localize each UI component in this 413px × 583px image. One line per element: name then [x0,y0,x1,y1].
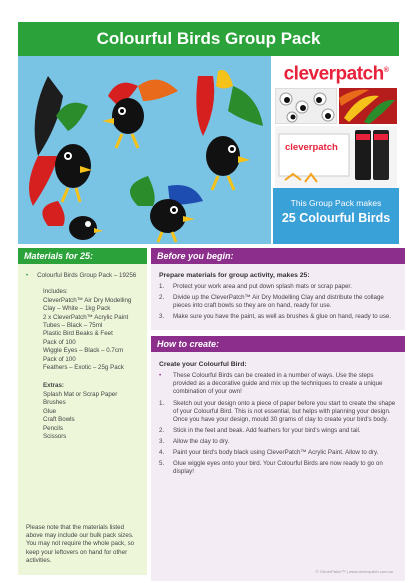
feathers-image [339,88,397,124]
step-number: 1. [159,283,165,290]
makes-badge [273,188,399,244]
wiggle-eyes-image [275,88,337,124]
step-text: Paint your bird's body black using CleverPatch™ Acrylic Paint. Allow to dry. [173,449,379,456]
includes-line: Clay – White – 1kg Pack [43,305,111,313]
product-kit-icon [275,126,397,188]
includes-line: Tubes – Black – 75ml [43,322,103,330]
step-text: Sketch out your design onto a piece of paper before you start to create the shape of your Colourful Bird. This is not essential, but helps with planning your design. Once you have your design, mould 30 grams of clay to create your bird's body. [173,400,396,423]
materials-panel [18,248,147,575]
kit-box-label: cleverpatch [285,142,338,153]
howto-intro: These Colourful Birds can be created in a number of ways. Use the steps provided as a decorative guide and mix up the techniques to create a unique combination of your own! [173,372,383,395]
step-number: 2. [159,294,165,301]
step-text: Divide up the CleverPatch™ Air Dry Modelling Clay and distribute the collage pieces into craft bowls so they are on hand, ready for use. [173,294,384,309]
before-subtitle: Prepare materials for group activity, makes 25: [159,272,310,279]
brand-column [273,56,399,244]
before-steps [159,283,397,321]
materials-pack-name: Colourful Birds Group Pack – 19256 [37,272,137,279]
materials-note: Please note that the materials listed above may include our bulk pack sizes. You may not require the whole pack, so keep your leftovers on hand for other activities. [26,523,135,564]
includes-line: Pack of 100 [43,338,76,346]
makes-line-1: This Group Pack makes [290,198,382,208]
list-item [159,400,397,424]
step-text: Glue wiggle eyes onto your bird. Your Colourful Birds are now ready to go on display! [173,460,383,475]
registered-mark: ® [383,67,389,74]
list-item [159,283,397,291]
step-number: 2. [159,427,165,434]
extras-item: Brushes [43,399,66,407]
step-text: Protect your work area and put down splash mats or scrap paper. [173,283,352,290]
materials-list [18,264,147,441]
step-number: 5. [159,460,165,467]
instructions-column [151,248,405,581]
extras-item: Pencils [43,424,63,432]
list-item [159,449,397,457]
materials-heading: Materials for 25: [18,248,147,264]
extras-list [26,391,141,441]
extras-item: Glue [43,407,57,415]
list-item [159,460,397,476]
step-text: Make sure you have the paint, as well as brushes & glue on hand, ready to use. [173,313,392,320]
before-heading: Before you begin: [151,248,405,264]
howto-steps [159,400,397,476]
extras-item: Scissors [43,432,67,440]
materials-first-item [26,272,141,280]
howto-section [151,352,405,581]
list-item [159,294,397,310]
extras-title: Extras: [43,382,64,390]
birds-photo [18,56,271,244]
list-item [159,438,397,446]
birds-illustration [18,56,271,244]
extras-item: Splash Mat or Scrap Paper [43,390,118,398]
step-number: 1. [159,400,165,407]
step-text: Stick in the feet and beak. Add feathers for your bird's wings and tail. [173,427,361,434]
list-item [159,427,397,435]
includes-line: Pack of 100 [43,355,76,363]
logo-text: cleverpatch [283,63,384,85]
bullet-icon: • [159,372,162,379]
product-kit-image [275,126,397,188]
includes-line: Includes: [43,288,68,296]
includes-line: Wiggle Eyes – Black – 0.7cm [43,347,124,355]
step-number: 4. [159,449,165,456]
page-title: Colourful Birds Group Pack [18,22,399,56]
includes-line: CleverPatch™ Air Dry Modelling [43,296,132,304]
step-number: 3. [159,313,165,320]
step-number: 3. [159,438,165,445]
includes-line: Plastic Bird Beaks & Feet [43,330,113,338]
feathers-icon [339,88,397,124]
footer-credit: © CleverPatch™ | www.cleverpatch.com.au [315,569,393,574]
extras-item: Craft Bowls [43,416,75,424]
before-section [151,264,405,330]
list-item [159,313,397,321]
howto-heading: How to create: [151,336,405,352]
list-item [159,372,397,396]
makes-line-2: 25 Colourful Birds [281,211,391,225]
wiggle-eyes-icon [276,89,337,124]
includes-line: Feathers – Exotic – 25g Pack [43,364,124,372]
materials-includes [26,288,141,372]
bullet-icon: • [26,272,29,279]
cleverpatch-logo [273,56,399,86]
includes-line: 2 x CleverPatch™ Acrylic Paint [43,313,129,321]
activity-sheet [8,8,405,575]
step-text: Allow the clay to dry. [173,438,230,445]
howto-subtitle: Create your Colourful Bird: [159,361,247,368]
